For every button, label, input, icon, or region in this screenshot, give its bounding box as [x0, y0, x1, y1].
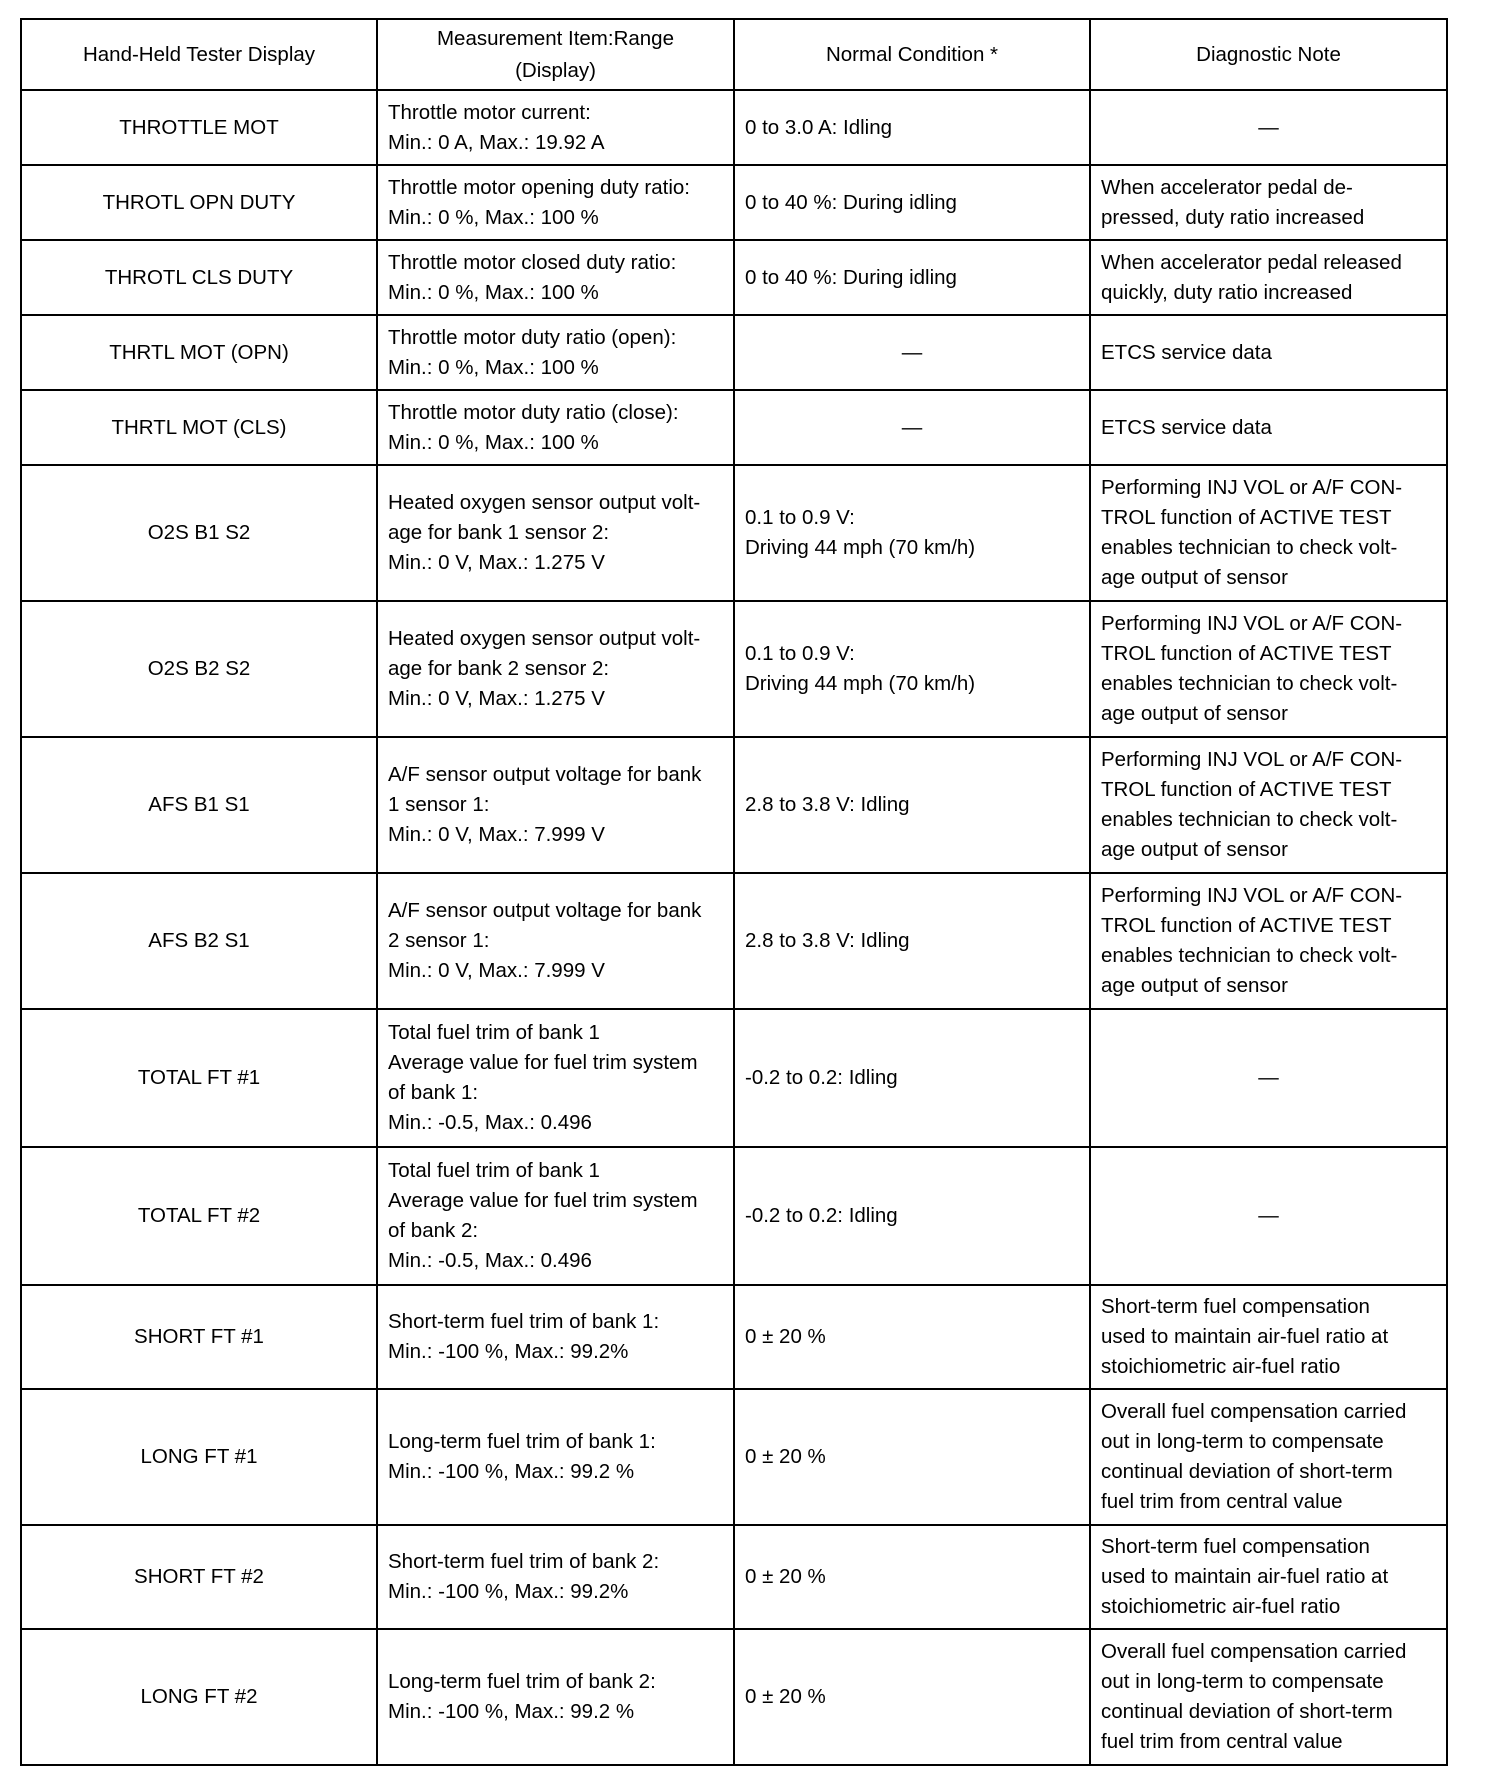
cell-normal-condition-line: 0.1 to 0.9 V: — [745, 506, 855, 529]
cell-diagnostic-note-line: — — [1258, 1066, 1279, 1089]
cell-tester-display-text: LONG FT #1 — [140, 1445, 258, 1468]
cell-normal-condition — [734, 601, 1090, 737]
cell-normal-condition — [734, 90, 1090, 165]
header-note-label: Diagnostic Note — [1196, 42, 1341, 66]
cell-tester-display — [21, 390, 377, 465]
cell-normal-condition-line: — — [901, 340, 923, 364]
cell-normal-condition-line: 2.8 to 3.8 V: Idling — [745, 929, 910, 952]
cell-normal-condition-line: 0 ± 20 % — [745, 1685, 826, 1708]
table-row — [21, 90, 1447, 165]
cell-measurement-range-line: Average value for fuel trim system — [388, 1189, 698, 1212]
cell-normal-condition — [734, 1285, 1090, 1389]
cell-normal-condition — [734, 1389, 1090, 1525]
cell-measurement-range-line: age for bank 2 sensor 2: — [388, 657, 610, 680]
cell-measurement-range-line: Heated oxygen sensor output volt- — [388, 491, 701, 514]
cell-tester-display-text: TOTAL FT #1 — [137, 1066, 261, 1089]
cell-measurement-range-line: Min.: -0.5, Max.: 0.496 — [388, 1111, 592, 1134]
cell-normal-condition-line: -0.2 to 0.2: Idling — [745, 1204, 898, 1227]
data-list-table — [20, 18, 1448, 1766]
cell-tester-display-text: TOTAL FT #2 — [137, 1204, 261, 1227]
cell-tester-display — [21, 165, 377, 240]
cell-diagnostic-note-line: quickly, duty ratio increased — [1101, 280, 1353, 304]
cell-measurement-range — [377, 1147, 734, 1285]
table-body — [21, 90, 1447, 1765]
table-row — [21, 390, 1447, 465]
cell-measurement-range-line: 2 sensor 1: — [388, 929, 490, 952]
cell-measurement-range-line: Min.: 0 %, Max.: 100 % — [388, 205, 599, 229]
cell-normal-condition — [734, 165, 1090, 240]
cell-diagnostic-note — [1090, 1629, 1447, 1765]
cell-diagnostic-note-line: continual deviation of short-term — [1101, 1700, 1393, 1723]
cell-measurement-range-line: Throttle motor current: — [388, 100, 591, 124]
cell-diagnostic-note-line: ETCS service data — [1101, 340, 1272, 364]
cell-normal-condition-line: Driving 44 mph (70 km/h) — [745, 536, 976, 559]
cell-tester-display-text: SHORT FT #2 — [134, 1565, 264, 1588]
cell-diagnostic-note — [1090, 90, 1447, 165]
table-row — [21, 165, 1447, 240]
cell-normal-condition — [734, 1147, 1090, 1285]
cell-measurement-range-line: Long-term fuel trim of bank 1: — [388, 1430, 656, 1453]
table-row — [21, 1009, 1447, 1147]
cell-diagnostic-note-line: TROL function of ACTIVE TEST — [1101, 642, 1392, 665]
cell-measurement-range-line: Min.: -100 %, Max.: 99.2% — [388, 1580, 629, 1603]
cell-diagnostic-note-line: age output of sensor — [1101, 566, 1288, 589]
cell-diagnostic-note-line: Short-term fuel compensation — [1101, 1535, 1370, 1558]
cell-measurement-range — [377, 165, 734, 240]
cell-normal-condition — [734, 465, 1090, 601]
cell-normal-condition-line: 0 to 40 %: During idling — [745, 265, 957, 289]
cell-measurement-range-line: Min.: -0.5, Max.: 0.496 — [388, 1249, 592, 1272]
cell-diagnostic-note-line: Overall fuel compensation carried — [1101, 1640, 1407, 1663]
cell-normal-condition-line: -0.2 to 0.2: Idling — [745, 1066, 898, 1089]
cell-measurement-range-line: Throttle motor opening duty ratio: — [388, 175, 690, 199]
cell-diagnostic-note-line: enables technician to check volt- — [1101, 944, 1398, 967]
cell-measurement-range — [377, 1525, 734, 1629]
cell-measurement-range-line: Short-term fuel trim of bank 2: — [388, 1550, 660, 1573]
cell-diagnostic-note — [1090, 1147, 1447, 1285]
cell-diagnostic-note-line: out in long-term to compensate — [1101, 1430, 1384, 1453]
cell-diagnostic-note-line: pressed, duty ratio increased — [1101, 205, 1365, 229]
cell-tester-display — [21, 1285, 377, 1389]
cell-measurement-range — [377, 90, 734, 165]
cell-diagnostic-note-line: stoichiometric air-fuel ratio — [1101, 1355, 1341, 1378]
header-measurement-line1: Measurement Item:Range — [436, 26, 674, 50]
cell-diagnostic-note-line: ETCS service data — [1101, 415, 1272, 439]
cell-diagnostic-note-line: Performing INJ VOL or A/F CON- — [1101, 612, 1403, 635]
cell-diagnostic-note — [1090, 1009, 1447, 1147]
cell-normal-condition-line: 0 ± 20 % — [745, 1565, 826, 1588]
cell-tester-display — [21, 90, 377, 165]
cell-diagnostic-note-line: enables technician to check volt- — [1101, 536, 1398, 559]
table-row — [21, 465, 1447, 601]
header-display — [21, 19, 377, 90]
cell-tester-display-text: LONG FT #2 — [140, 1685, 258, 1708]
table-row — [21, 315, 1447, 390]
cell-diagnostic-note-line: continual deviation of short-term — [1101, 1460, 1393, 1483]
cell-diagnostic-note — [1090, 165, 1447, 240]
cell-measurement-range-line: Total fuel trim of bank 1 — [388, 1021, 600, 1044]
cell-measurement-range-line: Min.: -100 %, Max.: 99.2% — [388, 1340, 629, 1363]
cell-tester-display — [21, 240, 377, 315]
cell-measurement-range-line: of bank 2: — [388, 1219, 479, 1242]
cell-tester-display-text: O2S B1 S2 — [147, 521, 251, 544]
table-row — [21, 1147, 1447, 1285]
cell-diagnostic-note-line: TROL function of ACTIVE TEST — [1101, 506, 1392, 529]
cell-tester-display-text: THRTL MOT (CLS) — [111, 415, 287, 439]
cell-normal-condition-line: Driving 44 mph (70 km/h) — [745, 672, 976, 695]
cell-tester-display — [21, 873, 377, 1009]
cell-tester-display-text: AFS B1 S1 — [148, 793, 250, 816]
table-row — [21, 1629, 1447, 1765]
cell-diagnostic-note-line: used to maintain air-fuel ratio at — [1101, 1325, 1389, 1348]
cell-measurement-range-line: of bank 1: — [388, 1081, 479, 1104]
cell-measurement-range-line: Min.: 0 %, Max.: 100 % — [388, 355, 599, 379]
cell-tester-display-text: AFS B2 S1 — [148, 929, 250, 952]
cell-measurement-range-line: Total fuel trim of bank 1 — [388, 1159, 600, 1182]
cell-normal-condition-line: 0.1 to 0.9 V: — [745, 642, 855, 665]
cell-diagnostic-note-line: age output of sensor — [1101, 838, 1288, 861]
cell-diagnostic-note — [1090, 1285, 1447, 1389]
cell-diagnostic-note-line: used to maintain air-fuel ratio at — [1101, 1565, 1389, 1588]
cell-normal-condition-line: 0 to 3.0 A: Idling — [745, 115, 893, 139]
cell-diagnostic-note-line: When accelerator pedal released — [1101, 250, 1402, 274]
cell-measurement-range — [377, 390, 734, 465]
cell-tester-display-text: THROTL CLS DUTY — [104, 265, 294, 289]
cell-tester-display — [21, 737, 377, 873]
cell-diagnostic-note-line: — — [1258, 115, 1279, 139]
cell-tester-display — [21, 465, 377, 601]
cell-diagnostic-note-line: Short-term fuel compensation — [1101, 1295, 1370, 1318]
cell-diagnostic-note-line: Overall fuel compensation carried — [1101, 1400, 1407, 1423]
table-row — [21, 1285, 1447, 1389]
table-header-row — [21, 19, 1447, 90]
table-row — [21, 737, 1447, 873]
cell-tester-display — [21, 1629, 377, 1765]
cell-measurement-range-line: Min.: 0 %, Max.: 100 % — [388, 430, 599, 454]
cell-measurement-range-line: Average value for fuel trim system — [388, 1051, 698, 1074]
cell-measurement-range — [377, 601, 734, 737]
cell-measurement-range-line: Min.: 0 V, Max.: 7.999 V — [388, 823, 605, 846]
cell-diagnostic-note-line: out in long-term to compensate — [1101, 1670, 1384, 1693]
cell-measurement-range — [377, 1389, 734, 1525]
table-row — [21, 873, 1447, 1009]
cell-measurement-range — [377, 1009, 734, 1147]
cell-measurement-range-line: A/F sensor output voltage for bank — [388, 899, 702, 922]
cell-measurement-range-line: Heated oxygen sensor output volt- — [388, 627, 701, 650]
header-diagnostic-note — [1090, 19, 1447, 90]
cell-measurement-range-line: A/F sensor output voltage for bank — [388, 763, 702, 786]
cell-normal-condition — [734, 390, 1090, 465]
cell-diagnostic-note-line: age output of sensor — [1101, 702, 1288, 725]
cell-normal-condition — [734, 1009, 1090, 1147]
cell-measurement-range — [377, 1285, 734, 1389]
cell-diagnostic-note-line: — — [1258, 1204, 1279, 1227]
cell-diagnostic-note — [1090, 1525, 1447, 1629]
cell-tester-display-text: SHORT FT #1 — [134, 1325, 264, 1348]
cell-measurement-range-line: Min.: 0 V, Max.: 1.275 V — [388, 551, 605, 574]
cell-diagnostic-note — [1090, 873, 1447, 1009]
cell-diagnostic-note-line: Performing INJ VOL or A/F CON- — [1101, 884, 1403, 907]
header-measurement-line2: (Display) — [515, 58, 596, 82]
cell-diagnostic-note — [1090, 737, 1447, 873]
cell-diagnostic-note-line: TROL function of ACTIVE TEST — [1101, 914, 1392, 937]
table-row — [21, 601, 1447, 737]
cell-measurement-range-line: Throttle motor duty ratio (open): — [388, 325, 677, 349]
cell-diagnostic-note-line: Performing INJ VOL or A/F CON- — [1101, 748, 1403, 771]
cell-measurement-range-line: age for bank 1 sensor 2: — [388, 521, 610, 544]
cell-measurement-range-line: Min.: 0 %, Max.: 100 % — [388, 280, 599, 304]
cell-diagnostic-note — [1090, 1389, 1447, 1525]
cell-measurement-range — [377, 240, 734, 315]
header-display-label: Hand-Held Tester Display — [82, 42, 316, 66]
cell-tester-display — [21, 1389, 377, 1525]
cell-tester-display — [21, 315, 377, 390]
cell-normal-condition — [734, 873, 1090, 1009]
header-normal-condition — [734, 19, 1090, 90]
cell-normal-condition-line: 0 to 40 %: During idling — [745, 190, 957, 214]
cell-diagnostic-note-line: enables technician to check volt- — [1101, 808, 1398, 831]
cell-measurement-range-line: Throttle motor duty ratio (close): — [388, 400, 679, 424]
cell-tester-display — [21, 1009, 377, 1147]
cell-measurement-range-line: Long-term fuel trim of bank 2: — [388, 1670, 656, 1693]
cell-normal-condition-line: 0 ± 20 % — [745, 1325, 826, 1348]
cell-measurement-range-line: Min.: 0 V, Max.: 7.999 V — [388, 959, 605, 982]
cell-diagnostic-note-line: enables technician to check volt- — [1101, 672, 1398, 695]
cell-tester-display-text: THROTL OPN DUTY — [102, 190, 296, 214]
cell-diagnostic-note-line: fuel trim from central value — [1101, 1730, 1343, 1753]
cell-normal-condition — [734, 737, 1090, 873]
cell-normal-condition-line: 2.8 to 3.8 V: Idling — [745, 793, 910, 816]
cell-diagnostic-note-line: When accelerator pedal de- — [1101, 175, 1353, 199]
cell-diagnostic-note — [1090, 315, 1447, 390]
cell-diagnostic-note-line: age output of sensor — [1101, 974, 1288, 997]
cell-tester-display — [21, 601, 377, 737]
cell-measurement-range — [377, 465, 734, 601]
cell-diagnostic-note — [1090, 465, 1447, 601]
cell-diagnostic-note-line: fuel trim from central value — [1101, 1490, 1343, 1513]
cell-measurement-range-line: Min.: -100 %, Max.: 99.2 % — [388, 1700, 635, 1723]
cell-diagnostic-note — [1090, 240, 1447, 315]
cell-normal-condition — [734, 240, 1090, 315]
cell-normal-condition — [734, 1525, 1090, 1629]
cell-diagnostic-note-line: Performing INJ VOL or A/F CON- — [1101, 476, 1403, 499]
cell-tester-display-text: THROTTLE MOT — [119, 115, 279, 139]
cell-diagnostic-note-line: TROL function of ACTIVE TEST — [1101, 778, 1392, 801]
cell-tester-display-text: THRTL MOT (OPN) — [109, 340, 289, 364]
table-row — [21, 1389, 1447, 1525]
cell-normal-condition-line: 0 ± 20 % — [745, 1445, 826, 1468]
cell-measurement-range-line: Min.: -100 %, Max.: 99.2 % — [388, 1460, 635, 1483]
table-row — [21, 1525, 1447, 1629]
cell-normal-condition-line: — — [901, 415, 923, 439]
cell-tester-display — [21, 1147, 377, 1285]
cell-normal-condition — [734, 1629, 1090, 1765]
cell-normal-condition — [734, 315, 1090, 390]
header-normal-label: Normal Condition * — [825, 42, 999, 66]
cell-measurement-range-line: 1 sensor 1: — [388, 793, 490, 816]
table-row — [21, 240, 1447, 315]
cell-diagnostic-note — [1090, 601, 1447, 737]
cell-tester-display — [21, 1525, 377, 1629]
cell-diagnostic-note-line: stoichiometric air-fuel ratio — [1101, 1595, 1341, 1618]
cell-measurement-range-line: Min.: 0 A, Max.: 19.92 A — [388, 130, 605, 154]
cell-measurement-range-line: Min.: 0 V, Max.: 1.275 V — [388, 687, 605, 710]
cell-tester-display-text: O2S B2 S2 — [147, 657, 251, 680]
cell-measurement-range — [377, 873, 734, 1009]
cell-diagnostic-note — [1090, 390, 1447, 465]
cell-measurement-range-line: Short-term fuel trim of bank 1: — [388, 1310, 660, 1333]
cell-measurement-range — [377, 315, 734, 390]
header-measurement — [377, 19, 734, 90]
cell-measurement-range-line: Throttle motor closed duty ratio: — [388, 250, 677, 274]
cell-measurement-range — [377, 737, 734, 873]
cell-measurement-range — [377, 1629, 734, 1765]
